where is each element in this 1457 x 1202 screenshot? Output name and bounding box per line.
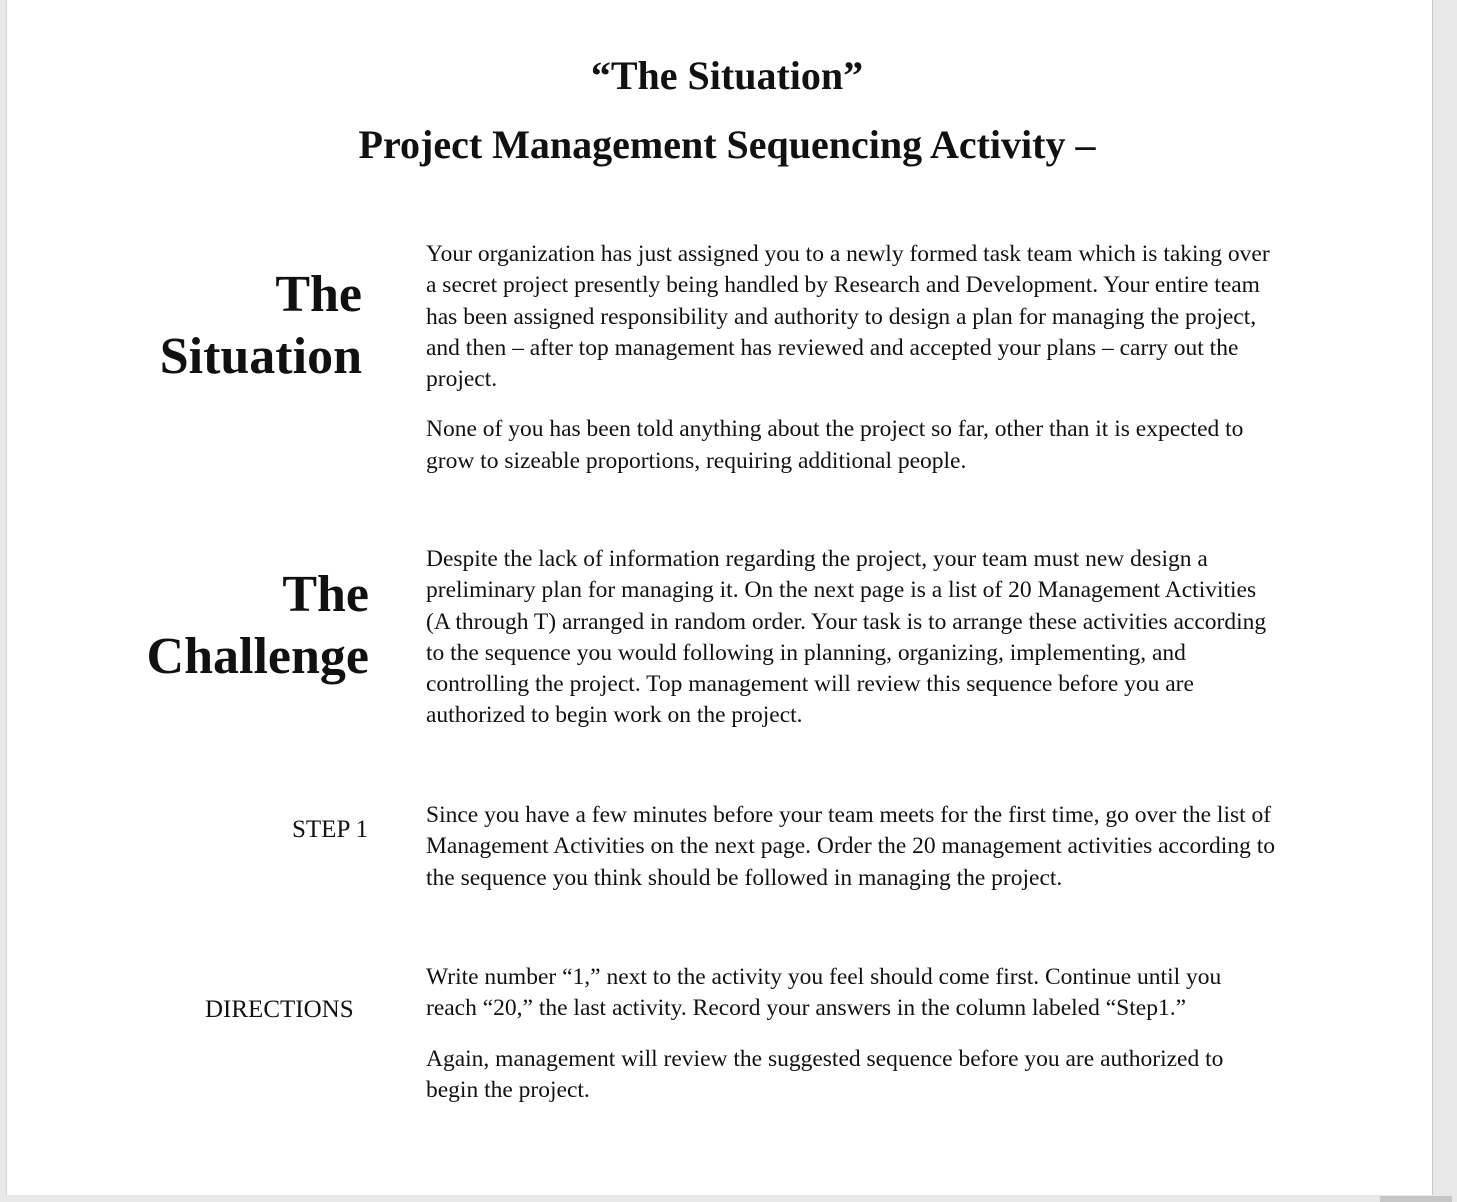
situation-heading-line-2: Situation: [159, 328, 362, 385]
challenge-heading-line-1: The: [282, 566, 369, 623]
directions-body: [426, 962, 1276, 1125]
document-subtitle: Project Management Sequencing Activity –: [358, 122, 1096, 167]
situation-paragraph-2: None of you has been told anything about the project so far, other than it is expected to grow to sizeable proportions, requiring additional people.: [426, 416, 1244, 474]
challenge-body: [426, 544, 1276, 751]
challenge-heading: [147, 564, 369, 688]
scrollbar-thumb[interactable]: [1380, 1196, 1452, 1202]
directions-label: DIRECTIONS: [205, 996, 354, 1023]
document-title: “The Situation”: [590, 53, 864, 98]
challenge-paragraph-1: Despite the lack of information regarding the project, your team must new design a preliminary plan for managing it. On the next page is a list of 20 Management Activities (A through T) arranged in random order. Your task is to arrange these activities according to the sequence you would following in planning, organizing, implementing, and controlling the project. Top management will review this sequence before you are authorized to begin work on the project.: [426, 546, 1267, 729]
situation-paragraph-1: Your organization has just assigned you to a newly formed task team which is taking over a secret project presently being handled by Research and Development. Your entire team has been assigned responsibility and authority to design a plan for managing the project, and then – after top management has reviewed and accepted your plans – carry out the project.: [426, 241, 1270, 393]
step1-paragraph-1: Since you have a few minutes before your team meets for the first time, go over the list of Management Activities on the next page. Order the 20 management activities according to the sequence you think should be followed in managing the project.: [426, 802, 1275, 891]
situation-heading-line-1: The: [275, 266, 362, 323]
directions-paragraph-1: Write number “1,” next to the activity you feel should come first. Continue until you reach “20,” the last activity. Record your answers in the column labeled “Step1.”: [426, 964, 1222, 1022]
step1-body: [426, 800, 1276, 913]
situation-heading: [160, 264, 362, 388]
situation-body: [426, 239, 1276, 496]
step1-label: STEP 1: [292, 816, 369, 843]
document-page: [6, 0, 1433, 1195]
directions-paragraph-2: Again, management will review the suggested sequence before you are authorized to begin the project.: [426, 1045, 1224, 1103]
challenge-heading-line-2: Challenge: [146, 628, 369, 685]
